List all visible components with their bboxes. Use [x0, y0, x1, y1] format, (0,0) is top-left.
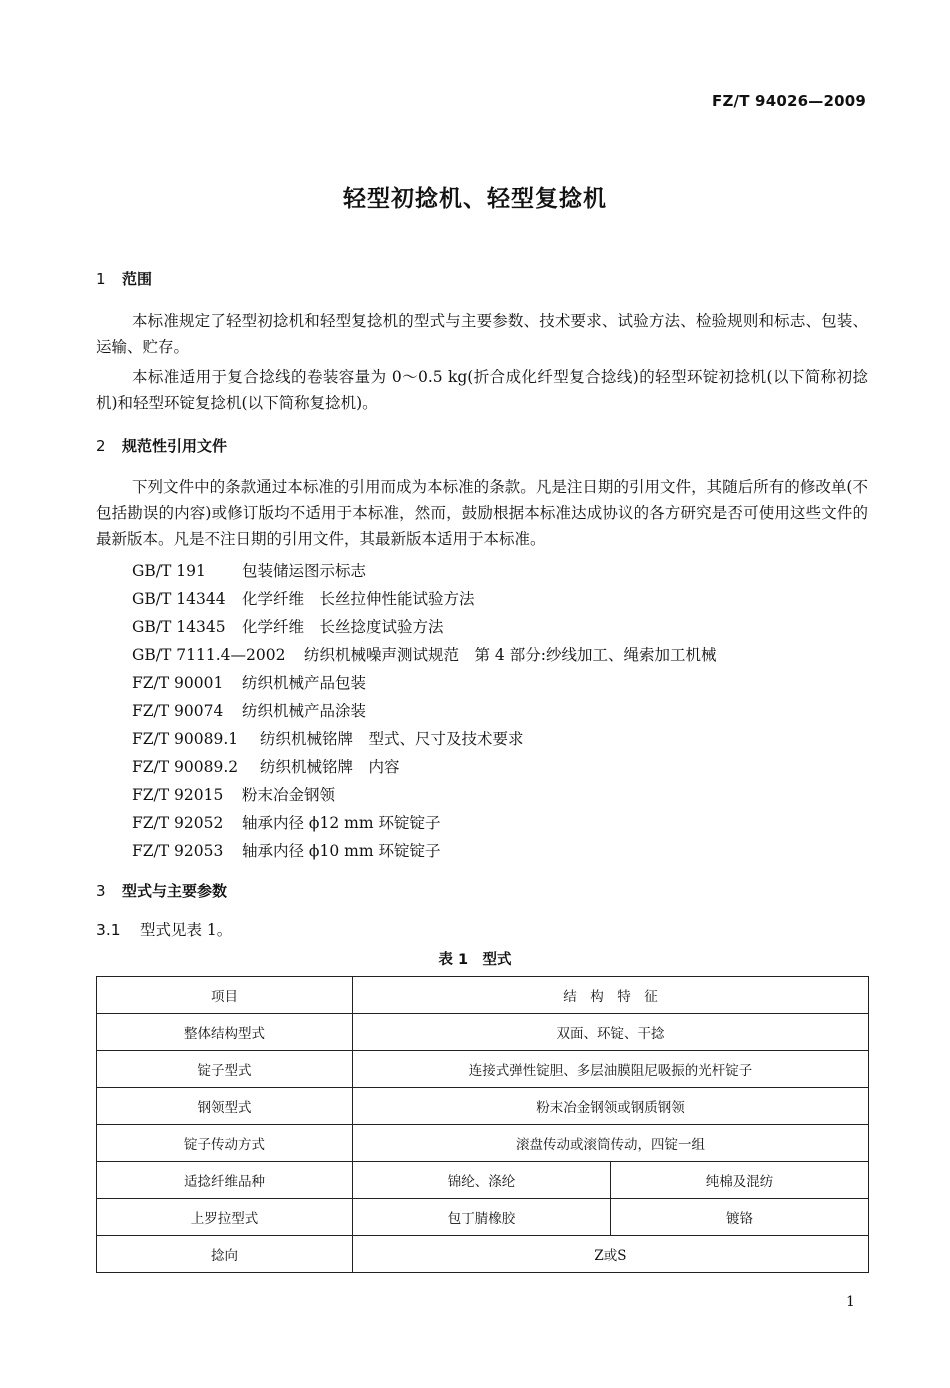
normative-references-list [132, 557, 716, 865]
clause-number: 3.1 [96, 921, 121, 939]
table-header-cell: 结 构 特 征 [353, 977, 869, 1014]
reference-name: 化学纤维 长丝捻度试验方法 [242, 618, 444, 636]
reference-code: FZ/T 90089.1 [132, 730, 239, 748]
reference-code: FZ/T 90074 [132, 702, 224, 720]
reference-code: GB/T 14345 [132, 618, 226, 636]
section-3-heading [96, 880, 227, 901]
reference-item [132, 613, 716, 641]
reference-item [132, 781, 716, 809]
reference-code: GB/T 7111.4—2002 [132, 646, 286, 664]
table-cell: Z或S [353, 1236, 869, 1273]
reference-item [132, 725, 716, 753]
table-header-cell: 项目 [97, 977, 353, 1014]
reference-name: 粉末冶金钢领 [242, 786, 336, 804]
reference-item [132, 641, 716, 669]
reference-code: FZ/T 92053 [132, 842, 224, 860]
table-cell: 锭子传动方式 [97, 1125, 353, 1162]
table-cell: 锦纶、涤纶 [353, 1162, 611, 1199]
document-title: 轻型初捻机、轻型复捻机 [343, 186, 607, 212]
table-cell: 粉末冶金钢领或钢质钢领 [353, 1088, 869, 1125]
section-title: 规范性引用文件 [122, 437, 228, 455]
section-title: 范围 [122, 270, 153, 288]
reference-item [132, 557, 716, 585]
clause-text: 型式见表 1。 [140, 921, 233, 939]
section-number: 3 [96, 882, 106, 900]
reference-item [132, 753, 716, 781]
reference-item [132, 669, 716, 697]
table-cell: 镀铬 [611, 1199, 869, 1236]
table-row [97, 1199, 869, 1236]
reference-name: 包装储运图示标志 [242, 562, 367, 580]
section-2-heading [96, 435, 227, 456]
table-cell: 上罗拉型式 [97, 1199, 353, 1236]
section-title: 型式与主要参数 [122, 882, 228, 900]
table-caption: 表 1 型式 [438, 952, 512, 968]
section-number: 2 [96, 437, 106, 455]
reference-name: 纺织机械噪声测试规范 第 4 部分:纱线加工、绳索加工机械 [304, 646, 717, 664]
reference-code: FZ/T 90089.2 [132, 758, 239, 776]
reference-name: 轴承内径 ϕ10 mm 环锭锭子 [242, 842, 441, 860]
section-1-paragraph-2: 本标准适用于复合捻线的卷装容量为 0～0.5 kg(折合成化纤型复合捻线)的轻型环锭初捻机(以下简称初捻机)和轻型环锭复捻机(以下简称复捻机)。 [96, 368, 868, 412]
page-number: 1 [846, 1294, 855, 1310]
reference-code: FZ/T 90001 [132, 674, 224, 692]
reference-item [132, 585, 716, 613]
reference-item [132, 837, 716, 865]
reference-code: FZ/T 92015 [132, 786, 224, 804]
table-cell: 捻向 [97, 1236, 353, 1273]
reference-name: 轴承内径 ϕ12 mm 环锭锭子 [242, 814, 441, 832]
table-cell: 双面、环锭、干捻 [353, 1014, 869, 1051]
reference-name: 化学纤维 长丝拉伸性能试验方法 [242, 590, 475, 608]
standard-number: FZ/T 94026—2009 [712, 92, 866, 110]
table-cell: 整体结构型式 [97, 1014, 353, 1051]
reference-code: FZ/T 92052 [132, 814, 224, 832]
table-cell: 适捻纤维品种 [97, 1162, 353, 1199]
reference-code: GB/T 191 [132, 562, 206, 580]
table-cell: 连接式弹性锭胆、多层油膜阻尼吸振的光杆锭子 [353, 1051, 869, 1088]
table-cell: 锭子型式 [97, 1051, 353, 1088]
reference-name: 纺织机械铭牌 型式、尺寸及技术要求 [260, 730, 524, 748]
table-row [97, 1162, 869, 1199]
table-row [97, 1236, 869, 1273]
clause-3-1 [96, 918, 232, 940]
reference-item [132, 809, 716, 837]
type-table [96, 976, 869, 1273]
table-row [97, 1088, 869, 1125]
table-row [97, 1014, 869, 1051]
reference-name: 纺织机械铭牌 内容 [260, 758, 400, 776]
table-row [97, 1125, 869, 1162]
section-number: 1 [96, 270, 106, 288]
table-cell: 纯棉及混纺 [611, 1162, 869, 1199]
reference-item [132, 697, 716, 725]
section-1-paragraph-1: 本标准规定了轻型初捻机和轻型复捻机的型式与主要参数、技术要求、试验方法、检验规则和标志、包装、运输、贮存。 [96, 312, 868, 356]
table-cell: 钢领型式 [97, 1088, 353, 1125]
reference-name: 纺织机械产品涂装 [242, 702, 367, 720]
table-cell: 包丁腈橡胶 [353, 1199, 611, 1236]
section-1-heading [96, 268, 152, 289]
reference-code: GB/T 14344 [132, 590, 226, 608]
table-header-row [97, 977, 869, 1014]
table-cell: 滚盘传动或滚筒传动，四锭一组 [353, 1125, 869, 1162]
table-row [97, 1051, 869, 1088]
reference-name: 纺织机械产品包装 [242, 674, 367, 692]
section-2-paragraph-1: 下列文件中的条款通过本标准的引用而成为本标准的条款。凡是注日期的引用文件，其随后所有的修改单(不包括勘误的内容)或修订版均不适用于本标准，然而，鼓励根据本标准达成协议的各方研究是否可使用这些文件的最新版本。凡是不注日期的引用文件，其最新版本适用于本标准。 [96, 478, 868, 548]
